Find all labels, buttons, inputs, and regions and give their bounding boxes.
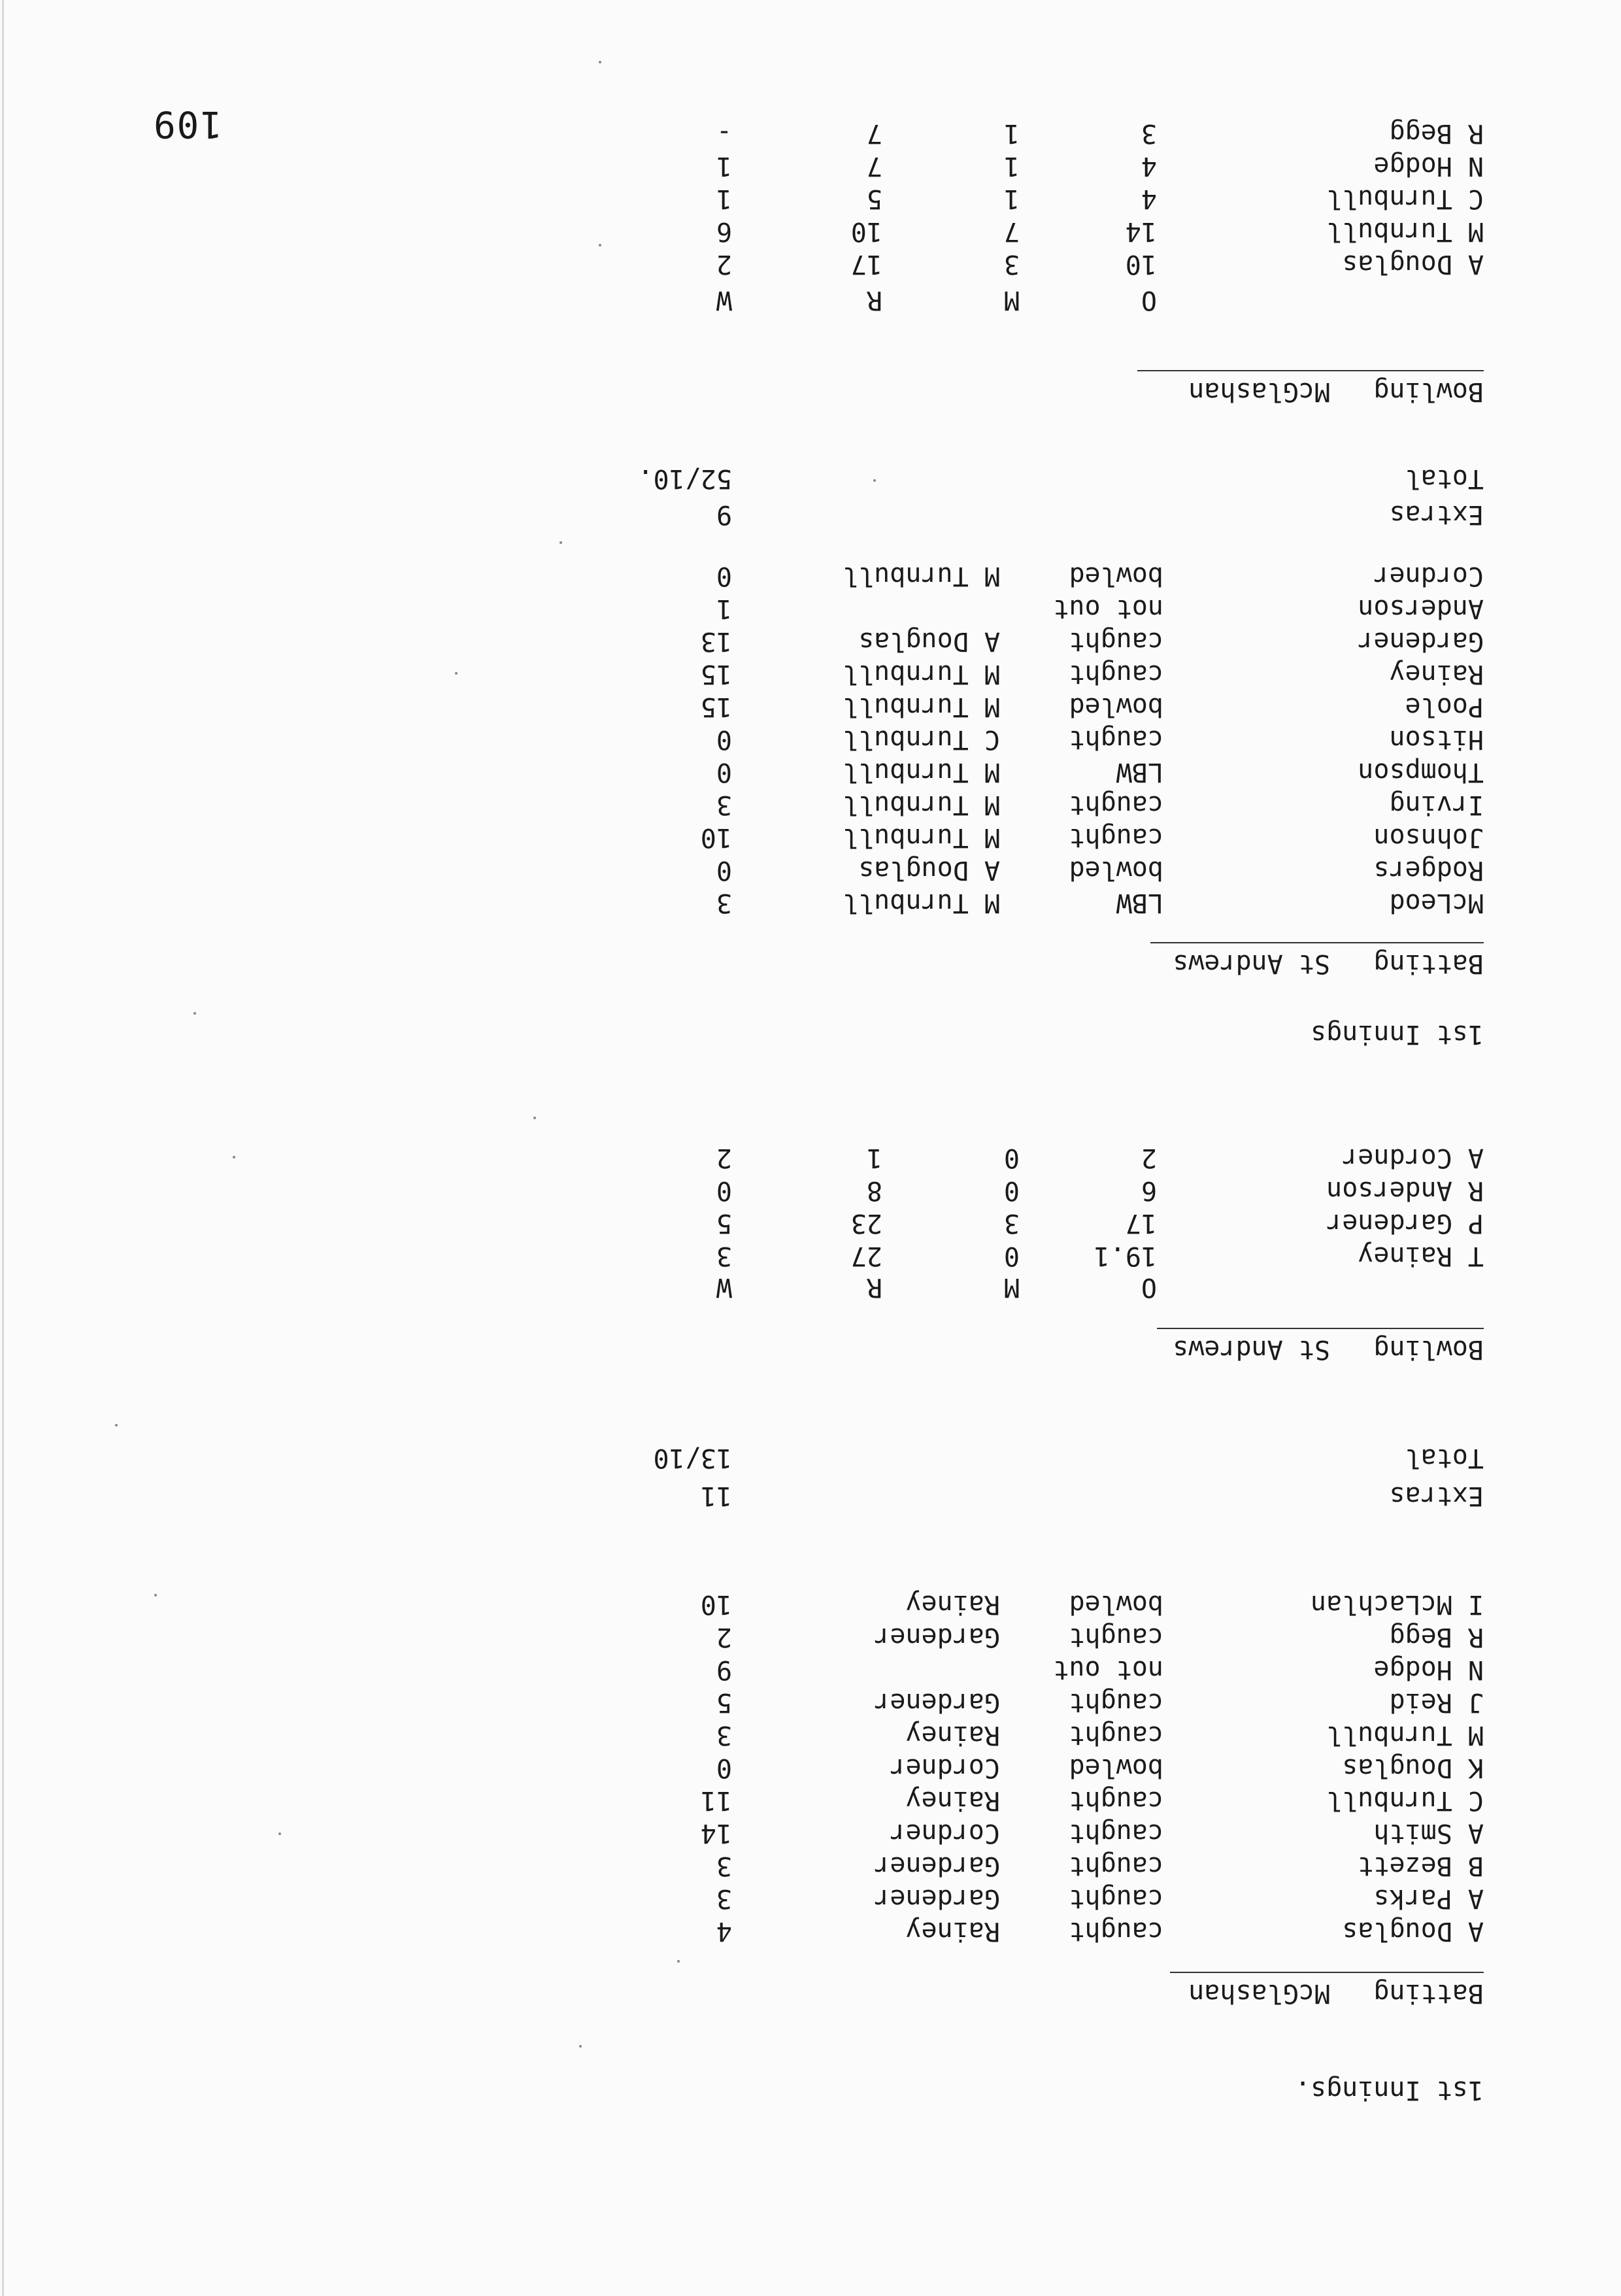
dismissal-method: caught [1069, 790, 1163, 820]
batting-row [0, 591, 1621, 624]
runs-scored: 2 [716, 1622, 732, 1652]
batsman-name: Poole [1405, 692, 1484, 722]
runs-scored: 14 [700, 1818, 732, 1848]
batting-row [0, 787, 1621, 820]
batsman-name: R Begg [1389, 1622, 1484, 1652]
batsman-name: B Bezett [1358, 1851, 1484, 1881]
innings-2-extras-label: Extras [1389, 499, 1484, 530]
scan-speck [455, 672, 458, 675]
dismissal-method: caught [1069, 1851, 1163, 1881]
batting-row [0, 1783, 1621, 1815]
batsman-name: Thompson [1358, 757, 1484, 787]
runs-conceded: 5 [866, 184, 882, 214]
dismissal-method: caught [1069, 1622, 1163, 1652]
runs-header: R [866, 285, 882, 315]
wickets: 5 [716, 1208, 732, 1238]
bowling-row [0, 148, 1621, 181]
dismissal-bowler: Rainey [905, 1785, 1000, 1815]
innings-1-bowling-header [1157, 1328, 1484, 1364]
batting-row [0, 853, 1621, 885]
dismissal-method: caught [1069, 626, 1163, 656]
wickets-header: W [716, 285, 732, 315]
dismissal-bowler: M Turnbull [843, 561, 1000, 591]
wickets: 2 [716, 1143, 732, 1173]
scan-speck [579, 2045, 582, 2048]
batsman-name: Rodgers [1373, 855, 1484, 885]
maidens: 0 [1003, 1241, 1020, 1271]
runs-scored: 0 [716, 724, 732, 754]
batting-row [0, 722, 1621, 754]
wickets: 1 [716, 151, 732, 181]
scan-speck [560, 541, 562, 544]
innings-2-total-label: Total [1405, 464, 1484, 494]
wickets: - [716, 118, 732, 148]
runs-scored: 3 [716, 1720, 732, 1750]
batting-row [0, 1619, 1621, 1652]
runs-scored: 11 [700, 1785, 732, 1815]
dismissal-bowler: M Turnbull [843, 692, 1000, 722]
innings-1-heading: 1st Innings. [1295, 2075, 1484, 2105]
batsman-name: Cordner [1373, 561, 1484, 591]
runs-scored: 1 [716, 594, 732, 624]
batsman-name: McLeod [1389, 888, 1484, 918]
batsman-name: Irving [1389, 790, 1484, 820]
batsman-name: Hitson [1389, 724, 1484, 754]
runs-scored: 0 [716, 855, 732, 885]
batsman-name: A Parks [1373, 1883, 1484, 1914]
innings-2-bowling-header [1137, 370, 1484, 407]
batsman-name: Gardener [1358, 626, 1484, 656]
dismissal-method: caught [1069, 659, 1163, 689]
batting-row [0, 820, 1621, 853]
dismissal-method: bowled [1069, 1589, 1163, 1619]
overs: 4 [1141, 184, 1157, 214]
batting-row [0, 1750, 1621, 1783]
batting-row [0, 558, 1621, 591]
batting-team: McGlashan [1188, 1978, 1330, 2008]
maidens: 0 [1003, 1143, 1020, 1173]
dismissal-bowler: C Turnbull [843, 724, 1000, 754]
dismissal-bowler: M Turnbull [843, 659, 1000, 689]
dismissal-bowler: Gardener [874, 1622, 1000, 1652]
runs-header: R [866, 1272, 882, 1302]
bowler-name: N Hodge [1373, 151, 1484, 181]
bowler-name: A Douglas [1342, 249, 1484, 279]
batting-label: Batting [1373, 949, 1484, 979]
dismissal-method: caught [1069, 822, 1163, 853]
runs-conceded: 10 [850, 216, 882, 246]
runs-conceded: 17 [850, 249, 882, 279]
batsman-name: I McLachlan [1311, 1589, 1484, 1619]
runs-scored: 3 [716, 1883, 732, 1914]
dismissal-method: caught [1069, 1785, 1163, 1815]
batsman-name: C Turnbull [1326, 1785, 1484, 1815]
overs: 10 [1125, 249, 1157, 279]
wickets: 3 [716, 1241, 732, 1271]
dismissal-bowler: M Turnbull [843, 888, 1000, 918]
scan-speck [154, 1594, 157, 1596]
dismissal-method: LBW [1116, 757, 1163, 787]
batsman-name: J Reid [1389, 1687, 1484, 1717]
batsman-name: Johnson [1373, 822, 1484, 853]
batting-row [0, 1652, 1621, 1685]
dismissal-bowler: A Douglas [858, 855, 1000, 885]
bowling-row [0, 1173, 1621, 1206]
bowler-name: R Anderson [1326, 1175, 1484, 1206]
runs-scored: 15 [700, 659, 732, 689]
dismissal-method: caught [1069, 1687, 1163, 1717]
batting-row [0, 689, 1621, 722]
dismissal-bowler: M Turnbull [843, 757, 1000, 787]
scan-speck [599, 61, 601, 63]
maidens: 0 [1003, 1175, 1020, 1206]
bowling-label: Bowling [1373, 1334, 1484, 1364]
overs: 2 [1141, 1143, 1157, 1173]
bowling-label: Bowling [1373, 377, 1484, 407]
dismissal-bowler: Rainey [905, 1720, 1000, 1750]
wickets: 0 [716, 1175, 732, 1206]
dismissal-bowler: Gardener [874, 1883, 1000, 1914]
dismissal-bowler: Rainey [905, 1589, 1000, 1619]
innings-2-batting-header [1150, 942, 1484, 979]
maidens: 3 [1003, 249, 1020, 279]
bowling-row [0, 214, 1621, 246]
dismissal-bowler: Cordner [890, 1753, 1000, 1783]
wickets: 6 [716, 216, 732, 246]
bowling-team: McGlashan [1188, 377, 1330, 407]
batsman-name: Rainey [1389, 659, 1484, 689]
overs: 4 [1141, 151, 1157, 181]
dismissal-bowler: Rainey [905, 1916, 1000, 1946]
dismissal-bowler: M Turnbull [843, 822, 1000, 853]
dismissal-method: bowled [1069, 561, 1163, 591]
bowling-row [0, 246, 1621, 279]
bowling-row [0, 1238, 1621, 1271]
batting-row [0, 1881, 1621, 1914]
batsman-name: A Douglas [1342, 1916, 1484, 1946]
bowling-team: St Andrews [1173, 1334, 1330, 1364]
scan-speck [677, 1960, 680, 1963]
bowling-row [0, 116, 1621, 148]
innings-1-total-label: Total [1405, 1443, 1484, 1473]
dismissal-bowler: Cordner [890, 1818, 1000, 1848]
bowler-name: A Cordner [1342, 1143, 1484, 1173]
dismissal-bowler: Gardener [874, 1851, 1000, 1881]
dismissal-method: bowled [1069, 692, 1163, 722]
overs-header: O [1141, 1272, 1157, 1302]
maidens: 1 [1003, 118, 1020, 148]
runs-conceded: 8 [866, 1175, 882, 1206]
bowler-name: T Rainey [1358, 1241, 1484, 1271]
batting-row [0, 656, 1621, 689]
batting-label: Batting [1373, 1978, 1484, 2008]
runs-scored: 9 [716, 1655, 732, 1685]
innings-1-extras-label: Extras [1389, 1481, 1484, 1511]
bowler-name: C Turnbull [1326, 184, 1484, 214]
innings-1-batting-header [1170, 1972, 1484, 2008]
wickets-header: W [716, 1272, 732, 1302]
batting-row [0, 1717, 1621, 1750]
innings-2-extras-value: 9 [716, 499, 732, 530]
dismissal-method: bowled [1069, 1753, 1163, 1783]
maidens: 3 [1003, 1208, 1020, 1238]
runs-scored: 0 [716, 1753, 732, 1783]
batsman-name: A Smith [1373, 1818, 1484, 1848]
batting-row [0, 1848, 1621, 1881]
bowler-name: P Gardener [1326, 1208, 1484, 1238]
innings-2-heading: 1st Innings [1311, 1019, 1484, 1049]
page-number: 109 [152, 103, 222, 145]
dismissal-bowler: A Douglas [858, 626, 1000, 656]
innings-2-bowling-columns [0, 282, 1621, 315]
batsman-name: M Turnbull [1326, 1720, 1484, 1750]
innings-1-extras-value: 11 [700, 1481, 732, 1511]
wickets: 1 [716, 184, 732, 214]
bowler-name: R Begg [1389, 118, 1484, 148]
overs: 17 [1125, 1208, 1157, 1238]
dismissal-method: caught [1069, 1720, 1163, 1750]
runs-scored: 15 [700, 692, 732, 722]
dismissal-method: caught [1069, 724, 1163, 754]
bowling-row [0, 1206, 1621, 1238]
runs-scored: 0 [716, 757, 732, 787]
maidens: 1 [1003, 184, 1020, 214]
batting-row [0, 885, 1621, 918]
runs-scored: 0 [716, 561, 732, 591]
scan-speck [533, 1117, 536, 1119]
maidens: 7 [1003, 216, 1020, 246]
dismissal-method: bowled [1069, 855, 1163, 885]
batting-row [0, 1914, 1621, 1946]
runs-conceded: 27 [850, 1241, 882, 1271]
runs-scored: 13 [700, 626, 732, 656]
scan-speck [115, 1424, 118, 1427]
runs-scored: 5 [716, 1687, 732, 1717]
maidens: 1 [1003, 151, 1020, 181]
overs: 19.1 [1094, 1241, 1157, 1271]
bowling-row [0, 181, 1621, 214]
overs-header: O [1141, 285, 1157, 315]
maidens-header: M [1003, 285, 1020, 315]
dismissal-method: caught [1069, 1883, 1163, 1914]
batting-row [0, 1815, 1621, 1848]
wickets: 2 [716, 249, 732, 279]
scan-speck [233, 1156, 235, 1158]
batting-row [0, 624, 1621, 656]
innings-1-total-value: 13/10 [653, 1443, 732, 1473]
runs-scored: 3 [716, 1851, 732, 1881]
batting-team: St Andrews [1173, 949, 1330, 979]
dismissal-method: not out [1053, 1655, 1163, 1685]
overs: 14 [1125, 216, 1157, 246]
scan-speck [873, 479, 876, 482]
runs-scored: 3 [716, 888, 732, 918]
batsman-name: Anderson [1358, 594, 1484, 624]
bowler-name: M Turnbull [1326, 216, 1484, 246]
batting-row [0, 754, 1621, 787]
dismissal-method: caught [1069, 1818, 1163, 1848]
runs-conceded: 7 [866, 118, 882, 148]
scan-speck [193, 1012, 196, 1015]
batting-row [0, 1685, 1621, 1717]
scan-speck [278, 1832, 281, 1835]
dismissal-method: caught [1069, 1916, 1163, 1946]
batting-row [0, 1587, 1621, 1619]
runs-conceded: 1 [866, 1143, 882, 1173]
overs: 3 [1141, 118, 1157, 148]
runs-scored: 10 [700, 1589, 732, 1619]
dismissal-bowler: Gardener [874, 1687, 1000, 1717]
batsman-name: K Douglas [1342, 1753, 1484, 1783]
maidens-header: M [1003, 1272, 1020, 1302]
scan-speck [599, 244, 601, 246]
runs-scored: 3 [716, 790, 732, 820]
runs-scored: 10 [700, 822, 732, 853]
batsman-name: N Hodge [1373, 1655, 1484, 1685]
innings-2-total-value: 52/10. [637, 464, 732, 494]
overs: 6 [1141, 1175, 1157, 1206]
dismissal-method: LBW [1116, 888, 1163, 918]
runs-conceded: 7 [866, 151, 882, 181]
runs-conceded: 23 [850, 1208, 882, 1238]
dismissal-bowler: M Turnbull [843, 790, 1000, 820]
dismissal-method: not out [1053, 594, 1163, 624]
runs-scored: 4 [716, 1916, 732, 1946]
innings-1-bowling-columns [0, 1270, 1621, 1302]
bowling-row [0, 1140, 1621, 1173]
